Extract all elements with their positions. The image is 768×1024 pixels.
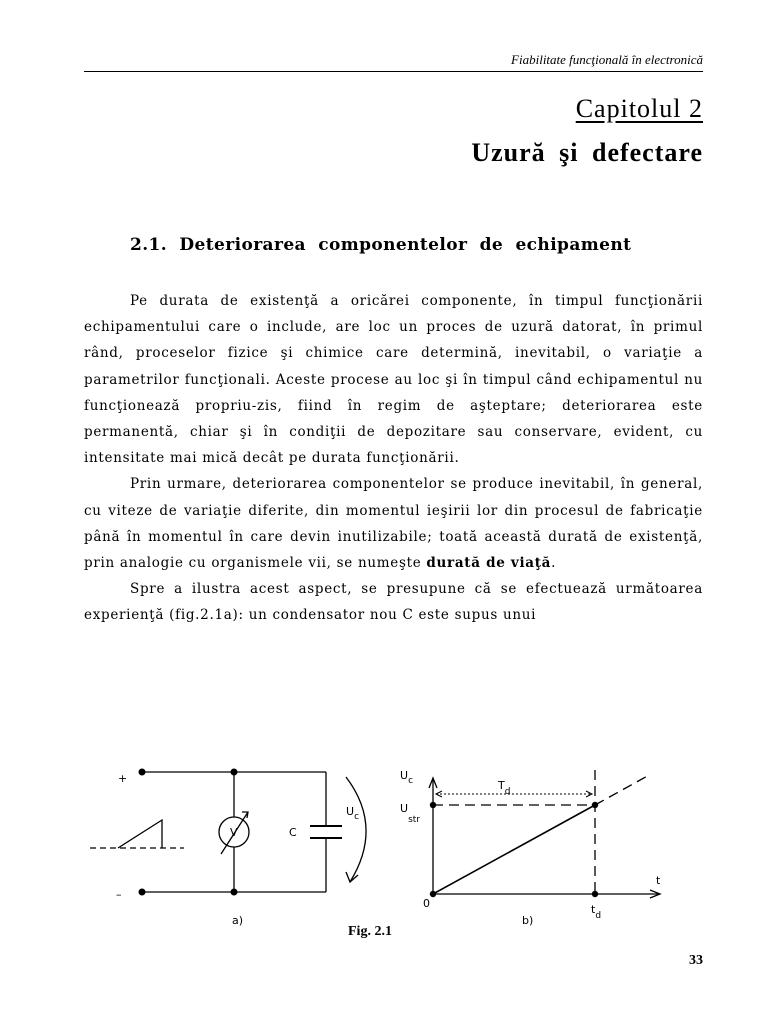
chapter-title: Uzură şi defectare (471, 138, 703, 167)
header-rule (84, 71, 703, 72)
ramp-waveform (118, 820, 162, 848)
chapter-number: Capitolul 2 (575, 94, 703, 123)
section-heading: 2.1. Deteriorarea componentelor de echipament (130, 235, 632, 255)
voltage-ramp-extension (595, 774, 651, 805)
figure-caption: Fig. 2.1 (348, 924, 392, 939)
voltmeter-label: V (230, 826, 238, 839)
figure-drawing (84, 752, 703, 952)
minus-sign: – (116, 888, 122, 901)
origin-node (430, 891, 436, 897)
node-plus (139, 769, 146, 776)
td-symbol: t (591, 903, 596, 916)
ustr-symbol: U (400, 802, 409, 815)
y-axis-subscript: c (408, 776, 414, 786)
voltage-subscript: c (354, 812, 360, 822)
y-axis-symbol: U (400, 769, 409, 782)
circuit-nodes (139, 769, 238, 896)
circuit-diagram (90, 772, 366, 892)
graph-b (429, 770, 660, 898)
panel-a-label: a) (232, 914, 244, 927)
ustr-label (400, 802, 420, 825)
ustr-subscript: str (408, 815, 420, 825)
td-node (592, 891, 598, 897)
figure-2-1 (84, 752, 703, 952)
voltage-arrow (346, 777, 366, 882)
capacitor-label: C (289, 826, 297, 839)
origin-label: 0 (423, 897, 430, 910)
plus-sign: + (118, 772, 128, 785)
breakdown-node (592, 802, 598, 808)
panel-b-label: b) (522, 914, 534, 927)
voltage-label (346, 805, 359, 822)
y-axis-label (400, 769, 413, 786)
node-bottom-mid (231, 889, 238, 896)
node-minus (139, 889, 146, 896)
Td-label (497, 779, 510, 797)
td-label (591, 903, 601, 921)
td-subscript: d (595, 911, 602, 921)
term-durata-de-viata: durată de viaţă (426, 555, 552, 572)
Td-symbol: T (498, 779, 505, 792)
node-top-mid (231, 769, 238, 776)
paragraph-2-text: Prin urmare, deteriorarea componentelor se produce inevitabil, în general, cu viteze de variaţie diferite, din momentul ieşirii lor din procesul de fabricaţie până în momentul în care devin inutilizabile; toată această durată de existenţă, prin analogie cu organismele vii, se numeşte (84, 476, 703, 572)
voltage-ramp-line (433, 805, 595, 894)
page-number: 33 (689, 953, 703, 968)
x-axis-label: t (656, 874, 661, 887)
Td-subscript: d (504, 787, 511, 797)
paragraph-2 (84, 471, 703, 576)
body-text (84, 288, 703, 629)
voltage-arrow-head (346, 872, 358, 882)
paragraph-3: Spre a ilustra acest aspect, se presupune că se efectuează următoarea experienţă (fig.2.1a): un condensator nou C este supus unui (84, 581, 703, 624)
paragraph-1: Pe durata de existenţă a oricărei componente, în timpul funcţionării echipamentului care o include, are loc un proces de uzură datorat, în primul rând, proceselor fizice şi chimice care determină, inevitabil, o variaţie a parametrilor funcţionali. Aceste procese au loc şi în timpul când echipamentul nu funcţionează propriu-zis, fiind în regim de aşteptare; deteriorarea este permanentă, chiar şi în condiţii de depozitare sau conservare, evident, cu intensitate mai mică decât pe durata funcţionării. (84, 293, 703, 467)
ustr-node (430, 802, 436, 808)
paragraph-2-end: . (551, 555, 557, 572)
voltage-symbol: U (346, 805, 355, 818)
running-header: Fiabilitate funcţională în electronică (511, 52, 703, 67)
